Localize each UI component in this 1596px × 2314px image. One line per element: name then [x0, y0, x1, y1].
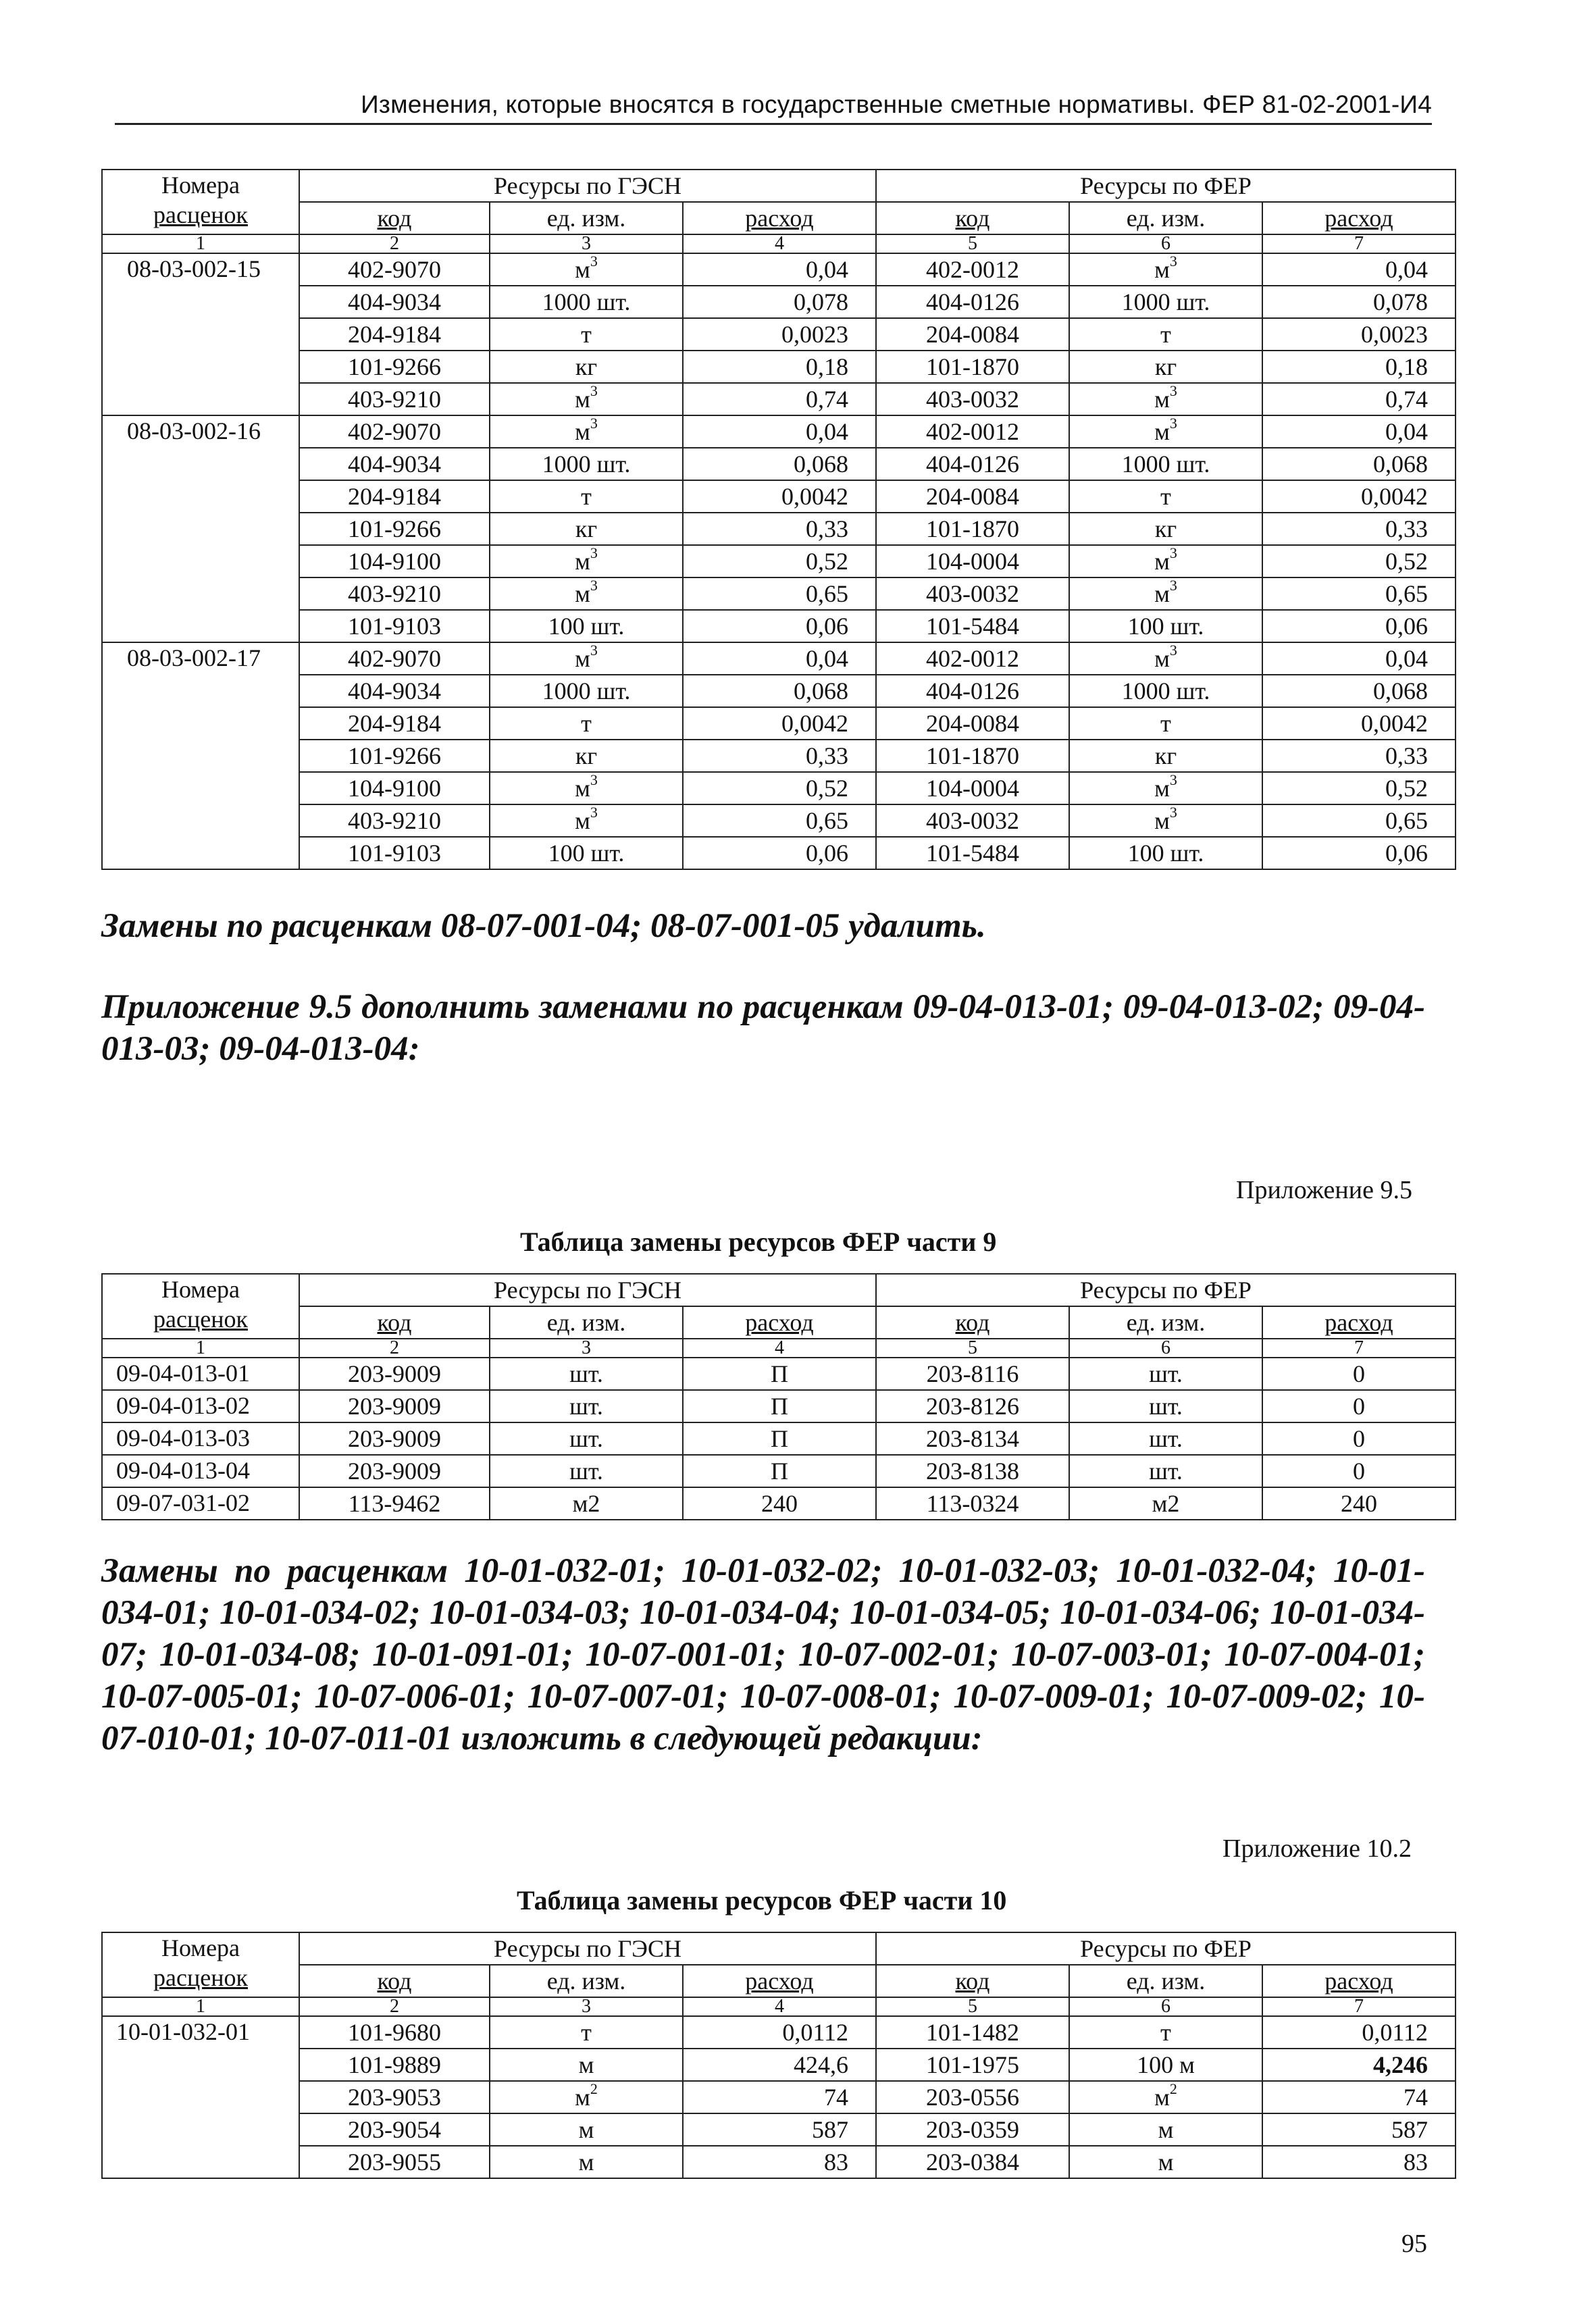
fer-code: 204-0084 — [876, 707, 1069, 740]
gesn-unit: т — [490, 318, 683, 351]
column-number: 6 — [1069, 1997, 1262, 2016]
rate-number: 09-04-013-04 — [102, 1455, 299, 1487]
table-row — [102, 545, 1456, 577]
fer-code: 403-0032 — [876, 577, 1069, 610]
fer-unit: шт. — [1069, 1358, 1262, 1390]
fer-code: 104-0004 — [876, 545, 1069, 577]
fer-unit: т — [1069, 318, 1262, 351]
fer-unit: 1000 шт. — [1069, 675, 1262, 707]
gesn-unit: $м^3$ — [490, 415, 683, 448]
header-fer-resources: Ресурсы по ФЕР — [876, 1274, 1456, 1306]
table-row — [102, 513, 1456, 545]
fer-unit: шт. — [1069, 1390, 1262, 1422]
gesn-code: 101-9266 — [299, 740, 490, 772]
header-rates-line2: расценок — [153, 1964, 248, 1991]
gesn-consumption: 74 — [683, 2081, 876, 2113]
fer-consumption: 0 — [1262, 1455, 1456, 1487]
header-fer-resources: Ресурсы по ФЕР — [876, 1932, 1456, 1965]
fer-unit: м — [1069, 2146, 1262, 2178]
fer-consumption: 0,04 — [1262, 253, 1456, 286]
gesn-code: 203-9055 — [299, 2146, 490, 2178]
gesn-unit: $м^3$ — [490, 642, 683, 675]
fer-code: 101-1870 — [876, 740, 1069, 772]
table-row — [102, 2049, 1456, 2081]
fer-consumption: 0,18 — [1262, 351, 1456, 383]
fer-consumption: 0,33 — [1262, 513, 1456, 545]
gesn-unit: м — [490, 2146, 683, 2178]
gesn-code: 101-9266 — [299, 513, 490, 545]
fer-unit: $м^3$ — [1069, 253, 1262, 286]
header-gesn-resources: Ресурсы по ГЭСН — [299, 170, 876, 202]
fer-unit: м — [1069, 2113, 1262, 2146]
table-row — [102, 1487, 1456, 1520]
column-number: 3 — [490, 1339, 683, 1358]
table-row — [102, 707, 1456, 740]
table-row — [102, 2146, 1456, 2178]
column-number: 2 — [299, 1997, 490, 2016]
gesn-code: 203-9009 — [299, 1390, 490, 1422]
gesn-consumption: 0,068 — [683, 675, 876, 707]
gesn-consumption: 0,0042 — [683, 707, 876, 740]
gesn-unit: шт. — [490, 1455, 683, 1487]
table-row — [102, 642, 1456, 675]
gesn-unit: $м^3$ — [490, 253, 683, 286]
gesn-unit: м — [490, 2049, 683, 2081]
column-number: 3 — [490, 1997, 683, 2016]
header-rates-line1: Номера — [161, 1276, 240, 1303]
fer-code: 203-8126 — [876, 1390, 1069, 1422]
gesn-consumption: 0,068 — [683, 448, 876, 480]
gesn-code: 104-9100 — [299, 545, 490, 577]
fer-consumption: 0,078 — [1262, 286, 1456, 318]
fer-code: 101-5484 — [876, 837, 1069, 869]
gesn-unit: м — [490, 2113, 683, 2146]
gesn-consumption: 0,04 — [683, 415, 876, 448]
gesn-consumption: 587 — [683, 2113, 876, 2146]
table-row — [102, 2081, 1456, 2113]
header-consumption: расход — [1262, 202, 1456, 234]
column-number: 4 — [683, 1997, 876, 2016]
table-row — [102, 1455, 1456, 1487]
fer-code: 402-0012 — [876, 415, 1069, 448]
table-row — [102, 383, 1456, 415]
table-row — [102, 318, 1456, 351]
gesn-consumption: 0,33 — [683, 740, 876, 772]
fer-code: 404-0126 — [876, 448, 1069, 480]
gesn-code: 204-9184 — [299, 707, 490, 740]
column-number: 7 — [1262, 1339, 1456, 1358]
fer-consumption: 0,0112 — [1262, 2016, 1456, 2049]
fer-code: 203-0359 — [876, 2113, 1069, 2146]
column-number: 1 — [102, 1997, 299, 2016]
fer-consumption: 0,06 — [1262, 837, 1456, 869]
gesn-unit: $м^3$ — [490, 772, 683, 804]
appendix-10-2-label: Приложение 10.2 — [1222, 1834, 1412, 1863]
gesn-code: 101-9889 — [299, 2049, 490, 2081]
fer-consumption: 0,04 — [1262, 415, 1456, 448]
fer-consumption: 0,04 — [1262, 642, 1456, 675]
gesn-unit: 1000 шт. — [490, 448, 683, 480]
gesn-consumption: 83 — [683, 2146, 876, 2178]
gesn-code: 403-9210 — [299, 804, 490, 837]
gesn-unit: т — [490, 707, 683, 740]
gesn-code: 113-9462 — [299, 1487, 490, 1520]
fer-unit: шт. — [1069, 1422, 1262, 1455]
gesn-consumption: 0,0112 — [683, 2016, 876, 2049]
gesn-consumption: 0,33 — [683, 513, 876, 545]
gesn-code: 404-9034 — [299, 448, 490, 480]
appendix-9-5-label: Приложение 9.5 — [1236, 1176, 1412, 1204]
column-number: 7 — [1262, 234, 1456, 253]
gesn-code: 402-9070 — [299, 253, 490, 286]
gesn-unit: 100 шт. — [490, 837, 683, 869]
fer-unit: м2 — [1069, 1487, 1262, 1520]
fer-code: 404-0126 — [876, 675, 1069, 707]
header-code: код — [299, 1965, 490, 1997]
fer-consumption: 0,0042 — [1262, 707, 1456, 740]
header-gesn-resources: Ресурсы по ГЭСН — [299, 1274, 876, 1306]
fer-unit: кг — [1069, 351, 1262, 383]
gesn-consumption: 0,078 — [683, 286, 876, 318]
column-number: 5 — [876, 1997, 1069, 2016]
fer-unit: т — [1069, 2016, 1262, 2049]
gesn-consumption: 0,06 — [683, 610, 876, 642]
fer-consumption: 0,65 — [1262, 804, 1456, 837]
fer-code: 402-0012 — [876, 253, 1069, 286]
fer-unit: $м^2$ — [1069, 2081, 1262, 2113]
header-unit: ед. изм. — [490, 202, 683, 234]
fer-unit: $м^3$ — [1069, 772, 1262, 804]
fer-consumption: 0,33 — [1262, 740, 1456, 772]
column-number: 1 — [102, 1339, 299, 1358]
table-row — [102, 577, 1456, 610]
fer-unit: $м^3$ — [1069, 804, 1262, 837]
gesn-unit: т — [490, 480, 683, 513]
table-9-caption: Таблица замены ресурсов ФЕР части 9 — [520, 1227, 997, 1257]
gesn-consumption: 0,0042 — [683, 480, 876, 513]
fer-code: 402-0012 — [876, 642, 1069, 675]
gesn-unit: м2 — [490, 1487, 683, 1520]
table-row — [102, 415, 1456, 448]
fer-unit: 100 шт. — [1069, 837, 1262, 869]
header-consumption: расход — [683, 202, 876, 234]
gesn-unit: $м^3$ — [490, 804, 683, 837]
header-unit: ед. изм. — [490, 1306, 683, 1339]
gesn-consumption: 424,6 — [683, 2049, 876, 2081]
header-code: код — [876, 202, 1069, 234]
rate-number: 08-03-002-17 — [102, 642, 299, 869]
fer-code: 203-0384 — [876, 2146, 1069, 2178]
gesn-consumption: 0,04 — [683, 253, 876, 286]
gesn-unit: $м^2$ — [490, 2081, 683, 2113]
paragraph-append-9-5: Приложение 9.5 дополнить заменами по расценкам 09-04-013-01; 09-04-013-02; 09-04-013-03; 09-04-013-04: — [101, 988, 1425, 1068]
rate-number: 08-03-002-16 — [102, 415, 299, 642]
gesn-code: 204-9184 — [299, 318, 490, 351]
fer-consumption: 0,0023 — [1262, 318, 1456, 351]
fer-unit: $м^3$ — [1069, 415, 1262, 448]
fer-code: 113-0324 — [876, 1487, 1069, 1520]
header-rates-line1: Номера — [161, 1934, 240, 1961]
column-number: 6 — [1069, 234, 1262, 253]
fer-consumption: 0,65 — [1262, 577, 1456, 610]
gesn-code: 104-9100 — [299, 772, 490, 804]
header-unit: ед. изм. — [1069, 202, 1262, 234]
fer-unit: 1000 шт. — [1069, 448, 1262, 480]
gesn-unit: 100 шт. — [490, 610, 683, 642]
fer-code: 101-1870 — [876, 513, 1069, 545]
gesn-consumption: П — [683, 1455, 876, 1487]
gesn-code: 203-9009 — [299, 1422, 490, 1455]
table-row — [102, 1422, 1456, 1455]
fer-code: 203-8116 — [876, 1358, 1069, 1390]
gesn-consumption: 0,0023 — [683, 318, 876, 351]
fer-code: 104-0004 — [876, 772, 1069, 804]
rate-number: 09-04-013-03 — [102, 1422, 299, 1455]
fer-unit: 1000 шт. — [1069, 286, 1262, 318]
fer-code: 101-1975 — [876, 2049, 1069, 2081]
fer-unit: т — [1069, 480, 1262, 513]
gesn-unit: шт. — [490, 1390, 683, 1422]
header-rates-line1: Номера — [161, 172, 240, 199]
gesn-unit: 1000 шт. — [490, 675, 683, 707]
header-unit: ед. изм. — [1069, 1306, 1262, 1339]
fer-code: 403-0032 — [876, 804, 1069, 837]
fer-code: 204-0084 — [876, 480, 1069, 513]
page-number: 95 — [1401, 2230, 1427, 2258]
fer-consumption: 4,246 — [1262, 2049, 1456, 2081]
table-row — [102, 480, 1456, 513]
gesn-code: 403-9210 — [299, 383, 490, 415]
table-row — [102, 740, 1456, 772]
fer-unit: $м^3$ — [1069, 383, 1262, 415]
resource-table-1 — [101, 169, 1456, 870]
fer-consumption: 0,0042 — [1262, 480, 1456, 513]
header-code: код — [299, 1306, 490, 1339]
column-number: 4 — [683, 1339, 876, 1358]
column-number: 5 — [876, 234, 1069, 253]
gesn-code: 402-9070 — [299, 415, 490, 448]
rate-number: 08-03-002-15 — [102, 253, 299, 415]
gesn-consumption: П — [683, 1358, 876, 1390]
header-rates-line2: расценок — [153, 201, 248, 228]
table-row — [102, 610, 1456, 642]
gesn-consumption: 0,04 — [683, 642, 876, 675]
gesn-unit: 1000 шт. — [490, 286, 683, 318]
header-consumption: расход — [683, 1965, 876, 1997]
gesn-consumption: 0,18 — [683, 351, 876, 383]
gesn-code: 203-9054 — [299, 2113, 490, 2146]
header-consumption: расход — [1262, 1965, 1456, 1997]
header-rates-line2: расценок — [153, 1306, 248, 1333]
fer-consumption: 587 — [1262, 2113, 1456, 2146]
header-unit: ед. изм. — [1069, 1965, 1262, 1997]
header-consumption: расход — [683, 1306, 876, 1339]
table-row — [102, 675, 1456, 707]
gesn-consumption: 0,52 — [683, 545, 876, 577]
gesn-unit: кг — [490, 351, 683, 383]
fer-code: 403-0032 — [876, 383, 1069, 415]
table-row — [102, 772, 1456, 804]
fer-consumption: 0,52 — [1262, 545, 1456, 577]
gesn-unit: $м^3$ — [490, 545, 683, 577]
resource-table-part-9 — [101, 1273, 1456, 1520]
table-row — [102, 837, 1456, 869]
gesn-consumption: П — [683, 1422, 876, 1455]
gesn-consumption: 0,65 — [683, 804, 876, 837]
header-consumption: расход — [1262, 1306, 1456, 1339]
fer-consumption: 240 — [1262, 1487, 1456, 1520]
fer-consumption: 0,06 — [1262, 610, 1456, 642]
gesn-code: 403-9210 — [299, 577, 490, 610]
column-number: 6 — [1069, 1339, 1262, 1358]
fer-unit: т — [1069, 707, 1262, 740]
rate-number: 09-04-013-02 — [102, 1390, 299, 1422]
fer-consumption: 0,52 — [1262, 772, 1456, 804]
gesn-code: 203-9009 — [299, 1455, 490, 1487]
table-row — [102, 351, 1456, 383]
fer-consumption: 0,068 — [1262, 675, 1456, 707]
header-rate-numbers — [102, 1932, 299, 1997]
gesn-code: 402-9070 — [299, 642, 490, 675]
rate-number: 10-01-032-01 — [102, 2016, 299, 2178]
gesn-code: 101-9103 — [299, 837, 490, 869]
fer-code: 101-1482 — [876, 2016, 1069, 2049]
fer-consumption: 0 — [1262, 1422, 1456, 1455]
resource-table-part-10 — [101, 1932, 1456, 2179]
table-row — [102, 2016, 1456, 2049]
fer-unit: шт. — [1069, 1455, 1262, 1487]
rate-number: 09-07-031-02 — [102, 1487, 299, 1520]
fer-unit: $м^3$ — [1069, 642, 1262, 675]
column-number: 2 — [299, 1339, 490, 1358]
gesn-consumption: 0,52 — [683, 772, 876, 804]
header-title: Изменения, которые вносятся в государственные сметные нормативы. ФЕР 81-02-2001-И4 — [361, 91, 1432, 118]
fer-code: 204-0084 — [876, 318, 1069, 351]
page-header — [115, 82, 1432, 125]
header-rate-numbers — [102, 1274, 299, 1339]
header-rate-numbers — [102, 170, 299, 234]
fer-consumption: 0,068 — [1262, 448, 1456, 480]
gesn-code: 203-9009 — [299, 1358, 490, 1390]
gesn-unit: шт. — [490, 1358, 683, 1390]
gesn-unit: кг — [490, 740, 683, 772]
gesn-consumption: 0,65 — [683, 577, 876, 610]
column-number: 5 — [876, 1339, 1069, 1358]
fer-unit: 100 м — [1069, 2049, 1262, 2081]
gesn-consumption: 0,74 — [683, 383, 876, 415]
gesn-code: 101-9266 — [299, 351, 490, 383]
paragraph-replacements-10: Замены по расценкам 10-01-032-01; 10-01-032-02; 10-01-032-03; 10-01-032-04; 10-01-034-01; 10-01-034-02; 10-01-034-03; 10-01-034-04; 10-01-034-05; 10-01-034-06; 10-01-034-07; 10-01-034-08; 10-01-091-01; 10-07-001-01; 10-07-002-01; 10-07-003-01; 10-07-004-01; 10-07-005-01; 10-07-006-01; 10-07-007-01; 10-07-008-01; 10-07-009-01; 10-07-009-02; 10-07-010-01; 10-07-011-01 изложить в следующей редакции: — [101, 1552, 1425, 1757]
gesn-consumption: 240 — [683, 1487, 876, 1520]
fer-unit: кг — [1069, 513, 1262, 545]
table-row — [102, 2113, 1456, 2146]
fer-code: 404-0126 — [876, 286, 1069, 318]
header-code: код — [876, 1306, 1069, 1339]
table-row — [102, 286, 1456, 318]
fer-unit: 100 шт. — [1069, 610, 1262, 642]
table-row — [102, 1358, 1456, 1390]
gesn-code: 204-9184 — [299, 480, 490, 513]
gesn-unit: шт. — [490, 1422, 683, 1455]
fer-consumption: 74 — [1262, 2081, 1456, 2113]
column-number: 4 — [683, 234, 876, 253]
header-code: код — [299, 202, 490, 234]
column-number: 7 — [1262, 1997, 1456, 2016]
gesn-code: 404-9034 — [299, 286, 490, 318]
gesn-code: 203-9053 — [299, 2081, 490, 2113]
table-row — [102, 448, 1456, 480]
column-number: 3 — [490, 234, 683, 253]
table-row — [102, 1390, 1456, 1422]
paragraph-delete-replacements: Замены по расценкам 08-07-001-04; 08-07-001-05 удалить. — [101, 907, 986, 945]
fer-consumption: 0 — [1262, 1390, 1456, 1422]
gesn-unit: $м^3$ — [490, 383, 683, 415]
fer-consumption: 0,74 — [1262, 383, 1456, 415]
fer-code: 101-5484 — [876, 610, 1069, 642]
fer-unit: $м^3$ — [1069, 545, 1262, 577]
gesn-consumption: П — [683, 1390, 876, 1422]
header-code: код — [876, 1965, 1069, 1997]
fer-code: 203-8138 — [876, 1455, 1069, 1487]
fer-code: 101-1870 — [876, 351, 1069, 383]
header-fer-resources: Ресурсы по ФЕР — [876, 170, 1456, 202]
table-10-caption: Таблица замены ресурсов ФЕР части 10 — [517, 1885, 1007, 1916]
fer-unit: $м^3$ — [1069, 577, 1262, 610]
table-row — [102, 804, 1456, 837]
gesn-unit: $м^3$ — [490, 577, 683, 610]
fer-code: 203-0556 — [876, 2081, 1069, 2113]
header-gesn-resources: Ресурсы по ГЭСН — [299, 1932, 876, 1965]
fer-consumption: 83 — [1262, 2146, 1456, 2178]
fer-unit: кг — [1069, 740, 1262, 772]
fer-code: 203-8134 — [876, 1422, 1069, 1455]
gesn-code: 101-9680 — [299, 2016, 490, 2049]
gesn-code: 101-9103 — [299, 610, 490, 642]
header-unit: ед. изм. — [490, 1965, 683, 1997]
rate-number: 09-04-013-01 — [102, 1358, 299, 1390]
table-row — [102, 253, 1456, 286]
gesn-consumption: 0,06 — [683, 837, 876, 869]
gesn-code: 404-9034 — [299, 675, 490, 707]
column-number: 1 — [102, 234, 299, 253]
gesn-unit: кг — [490, 513, 683, 545]
fer-consumption: 0 — [1262, 1358, 1456, 1390]
gesn-unit: т — [490, 2016, 683, 2049]
column-number: 2 — [299, 234, 490, 253]
